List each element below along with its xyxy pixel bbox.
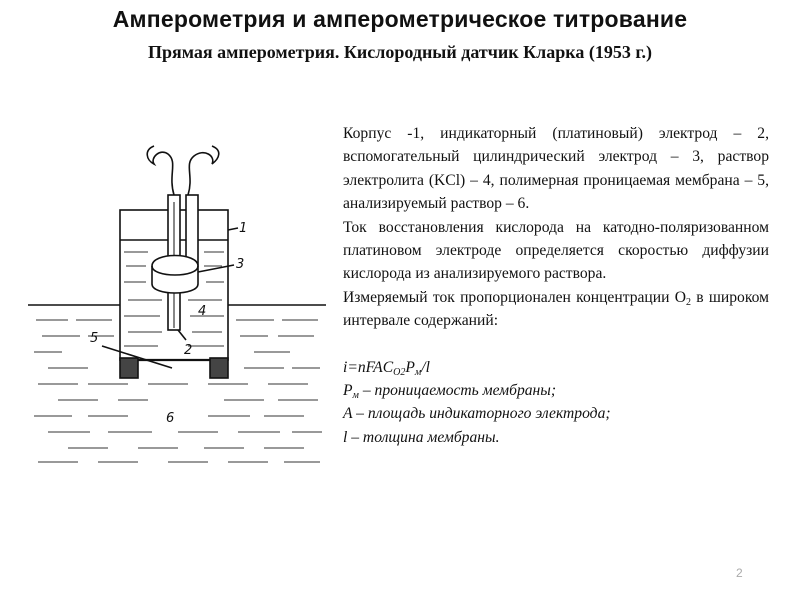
clark-sensor-diagram xyxy=(28,140,326,470)
description-paragraph-3: Измеряемый ток пропорционален концентрации $O_2$ в широком интервале содержаний: xyxy=(343,288,769,330)
description-text xyxy=(343,122,769,449)
label-6: 6 xyxy=(166,411,175,426)
formula-main: $i=nFAC_{O2}P_м/l$ xyxy=(343,358,430,378)
auxiliary-tube xyxy=(186,195,198,265)
right-foot xyxy=(210,358,228,378)
label-4: 4 xyxy=(198,304,207,319)
page-number: 2 xyxy=(736,566,743,580)
description-paragraph-2: Ток восстановления кислорода на катодно-поляризованном платиновом электроде определяется скоростью диффузии кислорода из анализируемого раствора. xyxy=(343,218,769,283)
label-1: 1 xyxy=(239,221,248,236)
description-paragraph-1: Корпус -1, индикаторный (платиновый) электрод – 2, вспомогательный цилиндрический электрод – 3, раствор электролита (KCl) – 4, полимерная проницаемая мембрана – 5, анализируемый раствор – 6. xyxy=(343,125,769,213)
label-3: 3 xyxy=(236,257,245,272)
left-foot xyxy=(120,358,138,378)
label-2: 2 xyxy=(184,343,193,358)
formula-l-definition: l – толщина мембраны. xyxy=(343,428,500,446)
left-wire xyxy=(147,146,174,195)
formula-a-definition: A – площадь индикаторного электрода; xyxy=(343,405,611,423)
slide-title: Амперометрия и амперометрическое титрование xyxy=(112,6,688,32)
slide-subtitle: Прямая амперометрия. Кислородный датчик Кларка (1953 г.) xyxy=(147,42,653,62)
label-5: 5 xyxy=(90,331,99,346)
right-wire xyxy=(188,146,219,195)
formula-pm-definition: $P_м$ – проницаемость мембраны; xyxy=(343,382,557,402)
